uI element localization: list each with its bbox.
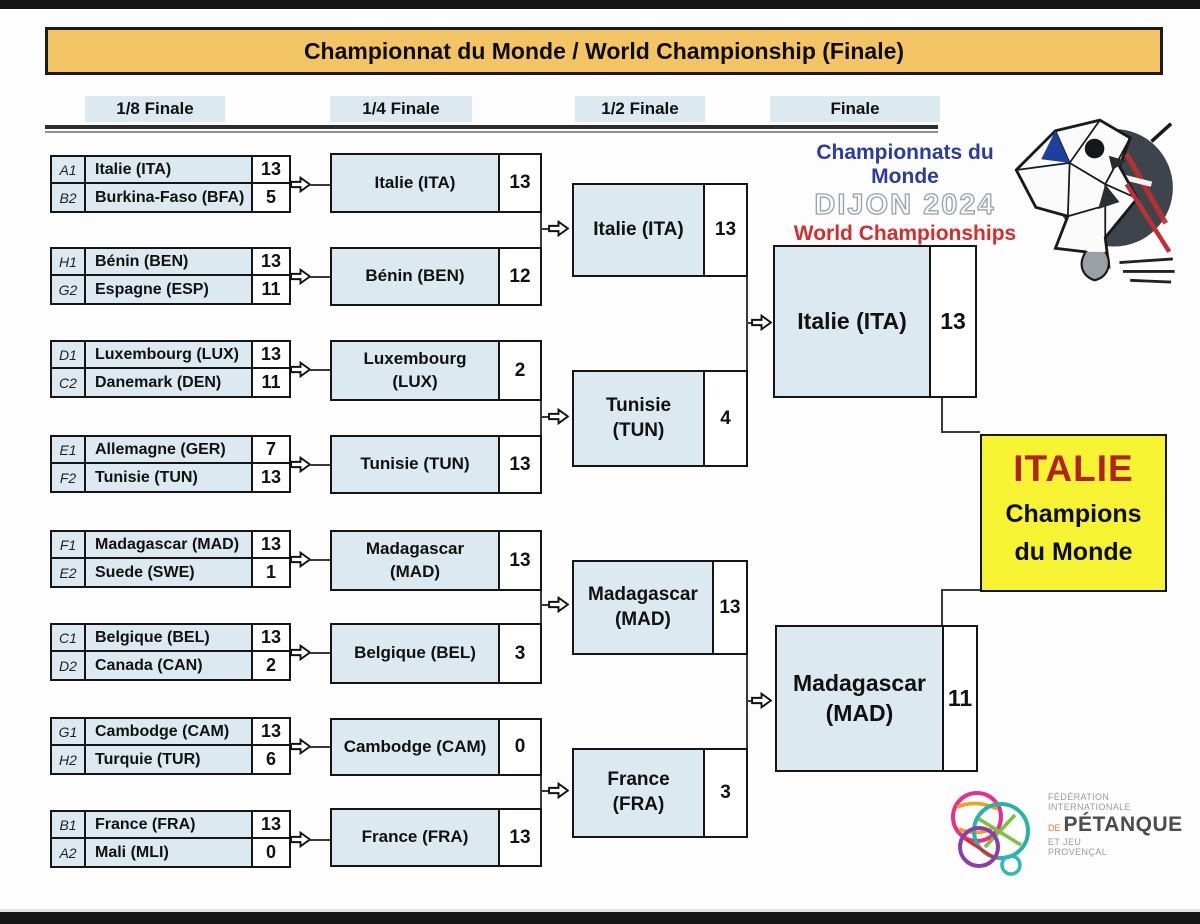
seed-label: D1 [52, 342, 86, 369]
qf-box-8 [330, 808, 542, 867]
connector-line [310, 276, 330, 278]
r16-match-3 [50, 340, 291, 398]
team-name: Danemark (DEN) [86, 369, 253, 396]
sf-box-1 [572, 183, 748, 277]
seed-label: C1 [52, 625, 86, 652]
fipjp-line2: INTERNATIONALE [1048, 802, 1131, 813]
advance-arrow-icon [751, 692, 772, 709]
team-score: 12 [500, 249, 540, 304]
team-score: 13 [253, 532, 289, 559]
team-score: 6 [253, 746, 289, 773]
team-name: Tunisie (TUN) [574, 372, 705, 465]
r16-match-1 [50, 155, 291, 213]
qf-box-6 [330, 623, 542, 684]
connector-line [310, 464, 330, 466]
team-score: 13 [253, 719, 289, 746]
advance-arrow-icon [290, 738, 311, 755]
team-name: France (FRA) [332, 810, 500, 865]
champion-subtitle-line1: Champions [1005, 500, 1142, 528]
advance-arrow-icon [290, 176, 311, 193]
column-header-sf: 1/2 Finale [575, 96, 705, 122]
advance-arrow-icon [290, 644, 311, 661]
event-logo-line2: DIJON 2024 [814, 189, 996, 221]
team-score: 13 [253, 157, 289, 184]
team-score: 1 [253, 559, 289, 586]
team-name: Allemagne (GER) [86, 437, 253, 464]
connector-line [540, 776, 542, 808]
team-score: 3 [500, 625, 540, 682]
team-score: 3 [705, 750, 746, 836]
seed-label: H2 [52, 746, 86, 773]
team-score: 13 [500, 155, 540, 211]
team-name: Madagascar (MAD) [574, 562, 714, 653]
header-rule-gray [45, 131, 938, 133]
team-name: Italie (ITA) [332, 155, 500, 211]
team-score: 11 [253, 276, 289, 303]
team-score: 2 [500, 342, 540, 399]
seed-label: B2 [52, 184, 86, 211]
advance-arrow-icon [290, 361, 311, 378]
team-name: Cambodge (CAM) [86, 719, 253, 746]
qf-box-3 [330, 340, 542, 401]
advance-arrow-icon [548, 782, 569, 799]
connector-line [310, 369, 330, 371]
seed-label: E2 [52, 559, 86, 586]
advance-arrow-icon [290, 268, 311, 285]
connector-line [310, 184, 330, 186]
final-box-2 [775, 625, 978, 772]
team-name: Madagascar (MAD) [777, 627, 944, 770]
team-score: 13 [253, 249, 289, 276]
column-header-qf: 1/4 Finale [330, 96, 472, 122]
column-header-r16: 1/8 Finale [85, 96, 225, 122]
fipjp-line5: PROVENÇAL [1048, 847, 1108, 858]
connector-line [941, 589, 980, 591]
team-score: 11 [944, 627, 976, 770]
team-score: 7 [253, 437, 289, 464]
team-score: 4 [705, 372, 746, 465]
team-name: Tunisie (TUN) [86, 464, 253, 491]
advance-arrow-icon [548, 408, 569, 425]
connector-line [540, 213, 542, 247]
team-name: Canada (CAN) [86, 652, 253, 679]
connector-line [941, 398, 943, 433]
page-title: Championnat du Monde / World Championship (Finale) [45, 27, 1163, 75]
team-name: Luxembourg (LUX) [332, 342, 500, 399]
fipjp-line1: FÉDÉRATION [1048, 792, 1110, 802]
seed-label: H1 [52, 249, 86, 276]
team-name: Burkina-Faso (BFA) [86, 184, 253, 211]
team-score: 13 [253, 464, 289, 491]
team-name: Bénin (BEN) [86, 249, 253, 276]
connector-line [941, 589, 943, 625]
team-score: 13 [705, 185, 746, 275]
qf-box-7 [330, 718, 542, 776]
team-name: Italie (ITA) [86, 157, 253, 184]
team-name: Suede (SWE) [86, 559, 253, 586]
final-box-1 [773, 245, 977, 398]
team-score: 0 [500, 720, 540, 774]
fipjp-line4: ET JEU [1048, 836, 1082, 847]
team-score: 13 [931, 247, 975, 396]
connector-line [310, 839, 330, 841]
team-score: 2 [253, 652, 289, 679]
team-score: 13 [253, 812, 289, 839]
connector-line [941, 431, 980, 433]
seed-label: F2 [52, 464, 86, 491]
connector-line [540, 591, 542, 623]
team-score: 13 [253, 342, 289, 369]
fipjp-de: DE [1048, 823, 1061, 834]
event-logo [790, 141, 1020, 246]
team-name: Luxembourg (LUX) [86, 342, 253, 369]
team-name: Belgique (BEL) [86, 625, 253, 652]
fipjp-logo-icon [945, 785, 1057, 883]
team-score: 13 [253, 625, 289, 652]
header-rule-dark [45, 125, 938, 129]
team-score: 13 [500, 532, 540, 589]
r16-match-8 [50, 810, 291, 868]
owl-mascot-icon [1002, 112, 1180, 292]
bottom-black-bar [0, 912, 1200, 924]
fipjp-name: PÉTANQUE [1063, 812, 1183, 836]
qf-box-1 [330, 153, 542, 213]
connector-line [310, 559, 330, 561]
team-name: Bénin (BEN) [332, 249, 500, 304]
seed-label: E1 [52, 437, 86, 464]
team-name: Espagne (ESP) [86, 276, 253, 303]
advance-arrow-icon [290, 551, 311, 568]
team-score: 13 [500, 437, 540, 492]
seed-label: G2 [52, 276, 86, 303]
seed-label: D2 [52, 652, 86, 679]
sf-box-4 [572, 748, 748, 838]
champion-subtitle-line2: du Monde [1014, 537, 1133, 566]
r16-match-5 [50, 530, 291, 588]
sf-box-3 [572, 560, 748, 655]
team-name: Turquie (TUR) [86, 746, 253, 773]
connector-line [310, 652, 330, 654]
team-name: Tunisie (TUN) [332, 437, 500, 492]
advance-arrow-icon [548, 220, 569, 237]
r16-match-4 [50, 435, 291, 493]
qf-box-4 [330, 435, 542, 494]
seed-label: A2 [52, 839, 86, 866]
team-name: France (FRA) [86, 812, 253, 839]
seed-label: A1 [52, 157, 86, 184]
r16-match-7 [50, 717, 291, 775]
advance-arrow-icon [751, 314, 772, 331]
connector-line [540, 401, 542, 435]
fipjp-logo-text [1048, 792, 1183, 858]
event-logo-line3: World Championships [793, 222, 1017, 246]
r16-match-2 [50, 247, 291, 305]
seed-label: G1 [52, 719, 86, 746]
team-name: Italie (ITA) [775, 247, 931, 396]
seed-label: F1 [52, 532, 86, 559]
event-logo-line1: Championnats du Monde [816, 141, 994, 188]
seed-label: C2 [52, 369, 86, 396]
team-name: Madagascar (MAD) [86, 532, 253, 559]
connector-line [310, 746, 330, 748]
team-name: France (FRA) [574, 750, 705, 836]
champion-name: ITALIE [1013, 448, 1134, 489]
team-score: 11 [253, 369, 289, 396]
advance-arrow-icon [290, 456, 311, 473]
champion-box [980, 434, 1167, 592]
column-header-final: Finale [770, 96, 940, 122]
team-score: 13 [500, 810, 540, 865]
top-black-bar [0, 0, 1200, 9]
team-name: Mali (MLI) [86, 839, 253, 866]
team-name: Cambodge (CAM) [332, 720, 500, 774]
team-score: 13 [714, 562, 746, 653]
team-score: 0 [253, 839, 289, 866]
advance-arrow-icon [290, 831, 311, 848]
qf-box-2 [330, 247, 542, 306]
advance-arrow-icon [548, 596, 569, 613]
team-name: Italie (ITA) [574, 185, 705, 275]
team-score: 5 [253, 184, 289, 211]
qf-box-5 [330, 530, 542, 591]
sf-box-2 [572, 370, 748, 467]
team-name: Madagascar (MAD) [332, 532, 500, 589]
r16-match-6 [50, 623, 291, 681]
team-name: Belgique (BEL) [332, 625, 500, 682]
seed-label: B1 [52, 812, 86, 839]
